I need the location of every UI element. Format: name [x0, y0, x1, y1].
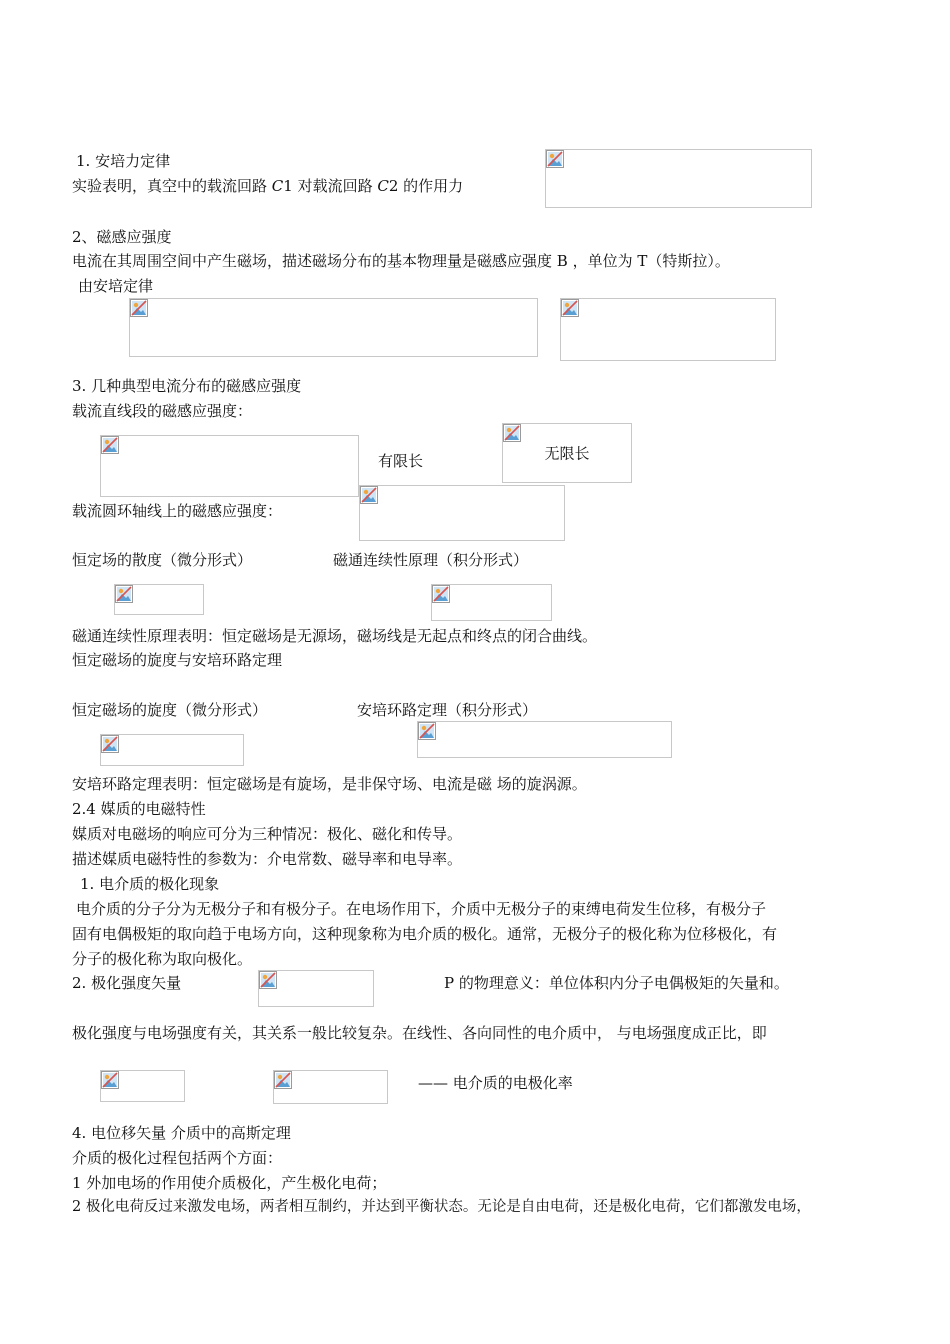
broken-image-icon: [259, 971, 277, 989]
section-title-polarization: 1. 电介质的极化现象: [80, 875, 220, 893]
broken-image-icon: [360, 486, 378, 504]
formula-image-finite-line: [100, 435, 359, 497]
label-curl-differential: 恒定磁场的旋度（微分形式）: [72, 701, 268, 719]
formula-image-divergence: [114, 584, 204, 615]
section-title-ampere-force: 1. 安培力定律: [76, 152, 171, 170]
paragraph-ampere-experiment: 实验表明，真空中的载流回路 C1 对载流回路 C2 的作用力: [72, 177, 464, 195]
broken-image-icon: [503, 424, 521, 442]
label-electric-susceptibility: —— 电介质的电极化率: [418, 1074, 573, 1092]
formula-image-polarization-vector: [258, 970, 374, 1007]
paragraph-process-step-1: 1 外加电场的作用使介质极化，产生极化电荷；: [72, 1174, 387, 1192]
label-flux-continuity-integral: 磁通连续性原理（积分形式）: [333, 551, 529, 569]
section-title-displacement: 4. 电位移矢量 介质中的高斯定理: [72, 1124, 291, 1142]
broken-image-icon: [561, 299, 579, 317]
paragraph-from-ampere-law: 由安培定律: [78, 277, 154, 295]
section-title-polarization-vector: 2. 极化强度矢量: [72, 974, 182, 992]
formula-image-ampere-loop: [417, 721, 672, 758]
label-finite-length: 有限长: [378, 452, 424, 470]
broken-image-icon: [274, 1071, 292, 1089]
formula-image-infinite-line: [502, 423, 632, 483]
label-divergence-differential: 恒定场的散度（微分形式）: [72, 551, 253, 569]
section-title-typical-currents: 3. 几种典型电流分布的磁感应强度: [72, 377, 302, 395]
paragraph-polarization-process: 介质的极化过程包括两个方面：: [72, 1149, 283, 1167]
paragraph-polarization-2: 固有电偶极矩的取向趋于电场方向，这种现象称为电介质的极化。通常，无极分子的极化称为位移极化，有: [72, 925, 778, 943]
formula-image-flux-continuity: [431, 584, 552, 621]
broken-image-icon: [115, 585, 133, 603]
paragraph-media-parameters: 描述媒质电磁特性的参数为：介电常数、磁导率和电导率。: [72, 850, 463, 868]
paragraph-polarization-3: 分子的极化称为取向极化。: [72, 950, 253, 968]
formula-image-p-equals: [100, 1070, 185, 1102]
broken-image-icon: [418, 722, 436, 740]
paragraph-media-response: 媒质对电磁场的响应可分为三种情况：极化、磁化和传导。: [72, 825, 463, 843]
broken-image-icon: [101, 735, 119, 753]
paragraph-magnetic-induction: 电流在其周围空间中产生磁场，描述磁场分布的基本物理量是磁感应强度 B ，单位为 T（特斯拉）。: [72, 252, 730, 270]
formula-image-induction-b: [560, 298, 776, 361]
broken-image-icon: [101, 1071, 119, 1089]
formula-image-curl: [100, 734, 244, 766]
paragraph-polarization-relation: 极化强度与电场强度有关，其关系一般比较复杂。在线性、各向同性的电介质中， 与电场强度成正比，即: [72, 1024, 767, 1042]
label-infinite-length: 无限长: [544, 444, 590, 463]
formula-image-susceptibility: [273, 1070, 388, 1104]
formula-image-ring-axis: [359, 485, 565, 541]
broken-image-icon: [432, 585, 450, 603]
label-ampere-integral: 安培环路定理（积分形式）: [357, 701, 538, 719]
paragraph-p-meaning: P 的物理意义：单位体积内分子电偶极矩的矢量和。: [444, 974, 789, 992]
paragraph-ampere-note: 安培环路定理表明：恒定磁场是有旋场，是非保守场、电流是磁 场的旋涡源。: [72, 775, 587, 793]
section-title-media: 2.4 媒质的电磁特性: [72, 800, 206, 818]
paragraph-flux-note: 磁通连续性原理表明：恒定磁场是无源场，磁场线是无起点和终点的闭合曲线。: [72, 627, 598, 645]
formula-image-biot-savart: [129, 298, 538, 357]
paragraph-polarization-1: 电介质的分子分为无极分子和有极分子。在电场作用下，介质中无极分子的束缚电荷发生位移，有极分子: [76, 900, 767, 918]
broken-image-icon: [101, 436, 119, 454]
broken-image-icon: [130, 299, 148, 317]
paragraph-ring-axis: 载流圆环轴线上的磁感应强度：: [72, 502, 283, 520]
paragraph-process-step-2: 2 极化电荷反过来激发电场，两者相互制约，并达到平衡状态。无论是自由电荷，还是极化电荷，它们都激发电场，: [72, 1199, 811, 1215]
section-title-curl-ampere: 恒定磁场的旋度与安培环路定理: [72, 651, 283, 669]
broken-image-icon: [546, 150, 564, 168]
section-title-magnetic-induction: 2、磁感应强度: [72, 228, 172, 246]
paragraph-straight-segment: 载流直线段的磁感应强度：: [72, 402, 253, 420]
formula-image-ampere-force: [545, 149, 812, 208]
